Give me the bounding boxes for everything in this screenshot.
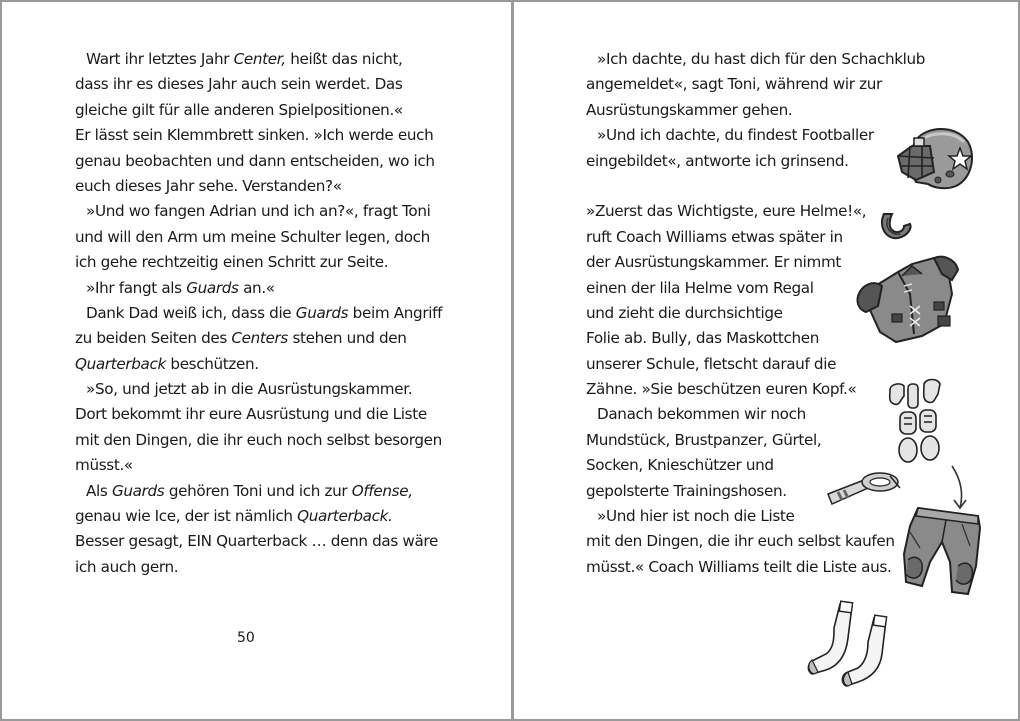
paragraph-gap <box>586 174 916 199</box>
text-segment: »Zuerst das Wichtigste, eure Helme!«, <box>586 202 867 221</box>
text-segment: an.« <box>238 278 275 297</box>
text-line <box>586 72 916 97</box>
text-line <box>75 72 495 97</box>
text-segment: Dank Dad weiß ich, dass die <box>86 303 296 322</box>
text-segment: »Und hier ist noch die Liste <box>597 507 795 526</box>
text-line <box>586 529 916 554</box>
text-segment: gleiche gilt für alle anderen Spielpositionen.« <box>75 100 403 119</box>
text-line <box>75 225 495 250</box>
text-segment: gepolsterte Trainingshosen. <box>586 481 787 500</box>
text-line <box>75 250 495 275</box>
text-line <box>75 123 495 148</box>
text-segment: und zieht die durchsichtige <box>586 303 783 322</box>
text-segment: mit den Dingen, die ihr euch selbst kaufen <box>586 532 895 551</box>
text-line <box>75 149 495 174</box>
text-segment: unserer Schule, fletscht darauf die <box>586 354 837 373</box>
socks-icon <box>804 598 904 694</box>
text-segment: angemeldet«, sagt Toni, während wir zur <box>586 75 882 94</box>
text-segment: Dort bekommt ihr eure Ausrüstung und die Liste <box>75 405 427 424</box>
text-segment: beim Angriff <box>348 303 443 322</box>
text-line <box>586 47 926 72</box>
text-segment: gehören Toni und ich zur <box>164 481 352 500</box>
text-line <box>586 123 916 148</box>
text-line <box>586 199 916 224</box>
text-line <box>75 402 495 427</box>
text-segment: heißt das nicht, <box>285 50 403 68</box>
text-line <box>75 47 495 72</box>
text-segment: Mundstück, Brustpanzer, Gürtel, <box>586 430 822 449</box>
text-line <box>586 149 916 174</box>
text-segment: genau wie Ice, der ist nämlich <box>75 507 298 526</box>
left-page-text <box>75 47 495 580</box>
text-segment: eingebildet«, antworte ich grinsend. <box>586 151 849 170</box>
text-line <box>586 225 916 250</box>
text-line <box>75 529 495 554</box>
text-segment: euch dieses Jahr sehe. Verstanden?« <box>75 176 342 195</box>
italic-term: Centers <box>231 329 288 348</box>
text-segment: stehen und den <box>288 329 407 348</box>
text-segment: einen der lila Helme vom Regal <box>586 278 814 297</box>
text-line <box>75 301 495 326</box>
text-line <box>586 402 916 427</box>
text-line <box>586 555 916 580</box>
text-line <box>75 504 495 529</box>
pads-set-icon <box>886 376 950 472</box>
text-segment: ich gehe rechtzeitig einen Schritt zur Seite. <box>75 253 389 272</box>
text-segment: und will den Arm um meine Schulter legen, doch <box>75 227 430 246</box>
italic-term: Guards <box>295 303 349 322</box>
text-line <box>75 98 495 123</box>
text-segment: ich auch gern. <box>75 557 179 576</box>
text-segment: mit den Dingen, die ihr euch noch selbst besorgen <box>75 430 442 449</box>
text-segment: Er lässt sein Klemmbrett sinken. »Ich werde euch <box>75 126 434 145</box>
text-line <box>586 352 916 377</box>
text-segment: beschützen. <box>165 354 259 373</box>
text-line <box>75 326 495 351</box>
text-segment: »Und wo fangen Adrian und ich an?«, fragt Toni <box>86 202 431 221</box>
text-line <box>75 555 495 580</box>
text-line <box>75 453 495 478</box>
text-segment: zu beiden Seiten des <box>75 329 232 348</box>
text-segment: »Ich dachte, du hast dich für den Schachklub <box>597 50 926 68</box>
text-segment: Als <box>86 481 112 500</box>
text-segment: Besser gesagt, EIN Quarterback … denn das wäre <box>75 532 438 551</box>
italic-term: Center, <box>233 50 286 68</box>
left-page <box>2 2 511 719</box>
text-line <box>75 199 495 224</box>
text-segment: »Und ich dachte, du findest Footballer <box>597 126 874 145</box>
text-line <box>586 377 916 402</box>
text-segment: müsst.« Coach Williams teilt die Liste aus. <box>586 557 892 576</box>
text-segment: »Ihr fangt als <box>86 278 187 297</box>
mouthguard-icon <box>876 208 916 244</box>
text-segment: ruft Coach Williams etwas später in <box>586 227 843 246</box>
italic-term: Guards <box>186 278 239 297</box>
text-line <box>586 98 916 123</box>
text-segment: müsst.« <box>75 456 133 475</box>
text-segment: Wart ihr letztes Jahr <box>86 50 234 68</box>
text-line <box>75 174 495 199</box>
page-number: 50 <box>237 630 255 646</box>
right-page <box>514 2 1018 719</box>
text-segment: Socken, Knieschützer und <box>586 456 774 475</box>
shoulder-pads-icon <box>852 254 962 346</box>
padded-pants-icon <box>900 502 986 598</box>
text-line <box>75 428 495 453</box>
italic-term: Quarterback <box>75 354 166 373</box>
text-segment: Folie ab. Bully, das Maskottchen <box>586 329 820 348</box>
text-segment: Zähne. »Sie beschützen euren Kopf.« <box>586 380 857 399</box>
text-segment: Ausrüstungskammer gehen. <box>586 100 793 119</box>
italic-term: Offense, <box>351 481 413 500</box>
belt-icon <box>824 466 904 506</box>
text-line <box>75 377 495 402</box>
text-line <box>586 428 916 453</box>
italic-term: Quarterback. <box>297 507 393 526</box>
text-segment: »So, und jetzt ab in die Ausrüstungskammer. <box>86 380 413 399</box>
text-line <box>75 352 495 377</box>
text-segment: genau beobachten und dann entscheiden, wo ich <box>75 151 435 170</box>
text-segment: Danach bekommen wir noch <box>597 405 806 424</box>
text-segment: dass ihr es dieses Jahr auch sein werdet. Das <box>75 75 403 94</box>
text-segment: der Ausrüstungskammer. Er nimmt <box>586 253 842 272</box>
text-line <box>75 276 495 301</box>
text-line <box>586 504 916 529</box>
italic-term: Guards <box>111 481 165 500</box>
text-line <box>75 479 495 504</box>
helmet-icon <box>886 122 976 194</box>
